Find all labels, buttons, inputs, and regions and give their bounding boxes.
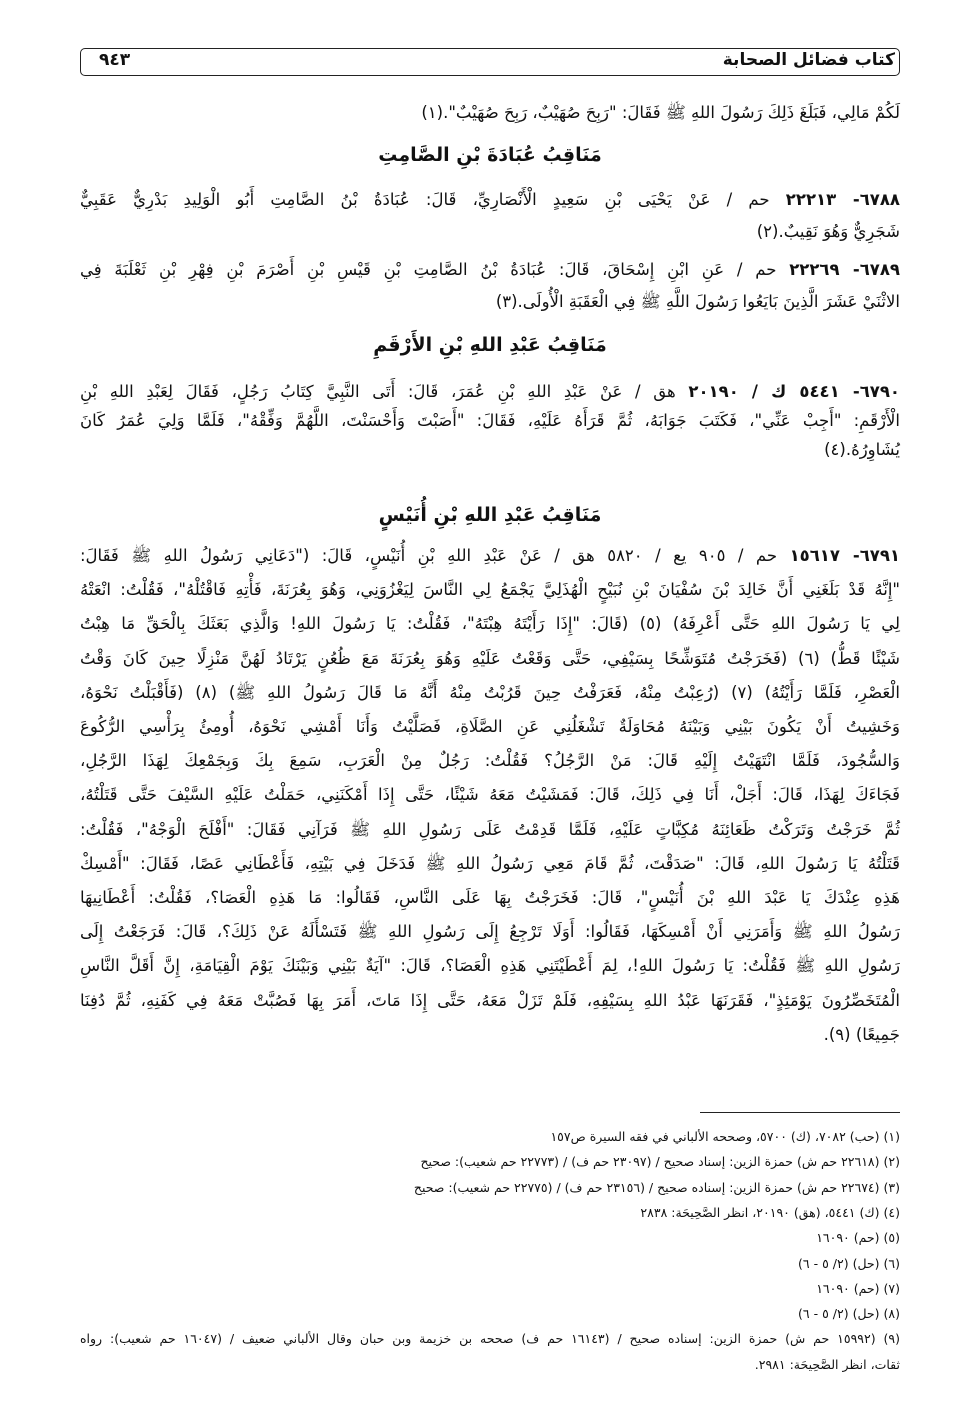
footnote: (٩) (١٥٩٩٢ حم ش) حمزة الزين: إسناده صحيح / (١٦١٤٣ حم ف) صححه بن خزيمة وبن حبان وقال الألباني ضعيف / (١٦٠٤٧ حم شعيب): رواه <box>80 1331 900 1347</box>
hadith-6790-line <box>80 379 900 405</box>
hadith-text: حم / عَنِ ابْنِ إِسْحَاقَ، قَالَ: عُبَادَةُ بْنُ الصَّامِتِ بْنِ قَيْسِ بْنِ أَصْرَمَ بْنِ فِهْرِ بْنِ ثَعْلَبَةَ فِي <box>80 260 777 279</box>
continuation-line: لَكُمْ مَالِي، فَبَلَغَ ذَلِكَ رَسُولَ اللهِ ﷺ فَقَالَ: "رَبِحَ صُهَيْبٌ، رَبِحَ صُهَيْبٌ".(١) <box>421 103 900 122</box>
footnote: (٥) (حم) ١٦٠٩٠ <box>816 1230 900 1246</box>
hadith-6791-line: ثُمَّ خَرَجْتُ وَتَرَكْتُ ظَعَائِنَهُ مُكِبَّاتٍ عَلَيْهِ، فَلَمَّا قَدِمْتُ عَلَى رَسُولِ اللهِ ﷺ فَرَآنِي فَقَالَ: "أَفْلَحَ الْوَجْهُ"، فَقُلْتُ: <box>80 819 900 839</box>
hadith-text: هق / عَنْ عَبْدِ اللهِ بْنِ عُمَرَ، قَالَ: أَتَى النَّبِيَّ كِتَابُ رَجُلٍ، فَقَالَ لِعَبْدِ اللهِ بْنِ <box>80 382 676 401</box>
hadith-6791-line: فَجَاءَكَ لِهَذَا، قَالَ: أَجَلْ، أَنَا فِي ذَلِكَ، قَالَ: فَمَشَيْتُ مَعَهُ شَيْئًا، حَتَّى إِذَا أَمْكَنَنِي، حَمَلْتُ عَلَيْهِ السَّيْفَ حَتَّى قَتَلْتُهُ، <box>80 785 900 805</box>
hadith-text: حم / ٩٠٥ يع / ٥٨٢٠ هق / عَنْ عَبْدِ اللهِ بْنِ أُنَيْسٍ، قَالَ: ("دَعَانِي رَسُولُ اللهِ ﷺ فَقَالَ: <box>80 546 778 565</box>
hadith-6791-line: قَتَلْتُهُ يَا رَسُولَ اللهِ، قَالَ: "صَدَقْتَ، ثُمَّ قَامَ مَعِي رَسُولُ اللهِ ﷺ فَدَخَلَ فِي بَيْتِهِ، فَأَعْطَانِي عَصًا، فَقَالَ: "أَمْسِكْ <box>80 853 900 873</box>
hadith-6789-line <box>80 257 900 283</box>
hadith-6791-line: وَالسُّجُودَ، فَلَمَّا انْتَهَيْتُ إِلَيْهِ قَالَ: مَنْ الرَّجُلُ؟ فَقُلْتُ: رَجُلٌ مِنْ الْعَرَبِ، سَمِعَ بِكَ وَبِجَمْعِكَ لِهَذَا الرَّجُلِ، <box>80 751 900 771</box>
hadith-6790-line: يُشَاوِرُهُ.(٤) <box>824 440 900 459</box>
hadith-6791-line: "إِنَّهُ قَدْ بَلَغَنِي أَنَّ خَالِدَ بْنَ سُفْيَانَ بْنِ نُبَيْحٍ الْهُذَلِيَّ يَجْمَعُ لِي النَّاسَ لِيَغْزُوَنِي، وَهُوَ بِعُرَنَةَ، فَأْتِهِ فَاقْتُلْهُ"، فَقُلْتُ: انْعَتْهُ <box>80 580 900 600</box>
hadith-6791-line: رَسُولِ اللهِ ﷺ فَقُلْتُ: يَا رَسُولَ اللهِ!، لِمَ أَعْطَيْتَنِي هَذِهِ الْعَصَا؟، قَالَ: "آيَةٌ بَيْنِي وَبَيْنَكَ يَوْمَ الْقِيَامَةِ، إِنَّ أَقَلَّ النَّاسِ <box>80 956 900 976</box>
footnote: (٤) (ك) ٥٤٤١، (هق) ٢٠١٩٠، انظر الصَّحِيحَة: ٢٨٣٨ <box>640 1204 900 1220</box>
footnote: (٨) (حل) (٢/ ٥ - ٦) <box>798 1306 900 1322</box>
page-number: ٩٤٣ <box>99 50 131 70</box>
book-title: كتاب فضائل الصحابة <box>722 50 895 70</box>
hadith-6791-line: هَذِهِ عِنْدَكَ يَا عَبْدَ اللهِ بْنَ أُنَيْسٍ"، قَالَ: فَخَرَجْتُ بِهَا عَلَى النَّاسِ، فَقَالُوا: مَا هَذِهِ الْعَصَا؟، فَقُلْتُ: أَعْطَانِيهَا <box>80 888 900 907</box>
footnote-separator <box>700 1112 900 1113</box>
hadith-6791-line: شَيْئًا قَطُّ) (٦) (فَخَرَجْتُ مُتَوَشِّحًا بِسَيْفِي، حَتَّى وَقَعْتُ عَلَيْهِ وَهُوَ بِعُرَنَةَ مَعَ ظُعُنٍ يَرْتَادُ لَهُنَّ مَنْزِلًا حِينَ كَانَ وَقْتُ <box>80 648 900 668</box>
hadith-number: ٦٧٨٨- ٢٢٢١٣ <box>785 190 900 209</box>
section-heading: مَنَاقِبُ عَبْدِ اللهِ بْنِ الأَرْقَمِ <box>373 334 607 356</box>
footnote: (١) (حب) ٧٠٨٢، (ك) ٥٧٠٠، وصححه الألباني في فقه السيرة ص١٥٧ <box>550 1129 900 1144</box>
footnote: (٧) (حم) ١٦٠٩٠ <box>816 1280 900 1296</box>
hadith-6791-line: وَخَشِيتُ أَنْ يَكُونَ بَيْنِي وَبَيْنَهُ مُحَاوَلَةٌ تَشْغَلُنِي عَنِ الصَّلَاةِ، فَصَلَّيْتُ وَأَنَا أَمْشِي نَحْوَهُ، أُومِئُ بِرَأْسِي الرُّكُوعَ <box>80 717 900 736</box>
hadith-number: ٦٧٨٩- ٢٢٢٦٩ <box>789 260 901 279</box>
hadith-6790-line: الْأَرْقَمِ: "أَجِبْ عَنِّي"، فَكَتَبَ جَوَابَهُ، ثُمَّ قَرَأَهُ عَلَيْهِ، فَقَالَ: "أَصَبْتَ وَأَحْسَنْتَ، اللَّهُمَّ وَفِّقْهُ"، فَلَمَّا وَلِيَ عُمَرُ كَانَ <box>80 411 900 430</box>
footnote: (٣) (٢٢٦٧٤ حم ش) حمزة الزين: إسناده صحيح / (٢٣١٥٦ حم ف) / (٢٢٧٧٥ حم شعيب): صحيح <box>413 1179 900 1195</box>
footnote: (٦) (حل) (٢/ ٥ - ٦) <box>798 1255 900 1271</box>
hadith-number: ٦٧٩٠- ٥٤٤١ ك / ٢٠١٩٠ <box>688 382 900 401</box>
running-header <box>80 48 900 76</box>
section-heading: مَنَاقِبُ عُبَادَةَ بْنِ الصَّامِتِ <box>378 144 602 166</box>
hadith-6788-line <box>80 187 900 213</box>
hadith-6788-line: شَجَرِيٌّ وَهُوَ نَقِيبٌ.(٢) <box>756 222 900 241</box>
hadith-6791-line: جَمِيعًا) (٩). <box>823 1024 900 1044</box>
hadith-text: حم / عَنْ يَحْيَى بْنِ سَعِيدٍ الْأَنْصَارِيِّ، قَالَ: عُبَادَةُ بْنُ الصَّامِتِ أَبُو الْوَلِيدِ بَدْرِيٌّ عَقَبِيٌّ <box>80 190 770 209</box>
footnote: ثقات، انظر الصَّحِيحَة: ٢٩٨١. <box>754 1356 900 1372</box>
hadith-6791-line: الْمُتَخَصِّرُونَ يَوْمَئِذٍ"، فَقَرَنَهَا عَبْدُ اللهِ بِسَيْفِهِ، فَلَمْ تَزَلْ مَعَهُ، حَتَّى إِذَا مَاتَ، أَمَرَ بِهَا فَصُبَّتْ مَعَهُ فِي كَفَنِهِ، ثُمَّ دُفِنَا <box>80 990 900 1010</box>
hadith-6791-line: الْعَصْرِ، فَلَمَّا رَأَيْتُهُ) (٧) (رُعِبْتُ مِنْهُ، فَعَرَفْتُ حِينَ قَرُبْتُ مِنْهُ أَنَّهُ مَا قَالَ رَسُولُ اللهِ ﷺ) (٨) (فَأَقْبَلْتُ نَحْوَهُ، <box>80 682 900 702</box>
footnote: (٢) (٢٢٦١٨ حم ش) حمزة الزين: إسناد صحيح / (٢٣٠٩٧ حم ف) / (٢٢٧٧٣ حم شعيب): صحيح <box>420 1154 900 1170</box>
hadith-number: ٦٧٩١- ١٥٦١٧ <box>789 546 901 565</box>
section-heading: مَنَاقِبُ عَبْدِ اللهِ بْنِ أُنَيْسٍ <box>378 504 602 526</box>
hadith-6791-line: لِي يَا رَسُولَ اللهِ حَتَّى أَعْرِفَهُ) (٥) (قَالَ: "إِذَا رَأَيْتَهُ هِبْتَهُ"، فَقُلْتُ: يَا رَسُولَ اللهِ! وَالَّذِي بَعَثَكَ بِالْحَقِّ مَا هِبْتُ <box>80 614 900 634</box>
hadith-6789-line: الاثْنَيْ عَشَرَ الَّذِينَ بَايَعُوا رَسُولَ اللَّهِ ﷺ فِي الْعَقَبَةِ الْأُولَى.(٣) <box>495 292 900 311</box>
hadith-6791-line <box>80 543 900 569</box>
hadith-6791-line: رَسُولُ اللهِ ﷺ وَأَمَرَنِي أَنْ أَمْسِكَهَا، فَقَالُوا: أَوَلَا تَرْجِعُ إِلَى رَسُولِ اللهِ ﷺ فَتَسْأَلَهُ عَنْ ذَلِكَ؟، قَالَ: فَرَجَعْتُ إِلَى <box>80 922 900 942</box>
